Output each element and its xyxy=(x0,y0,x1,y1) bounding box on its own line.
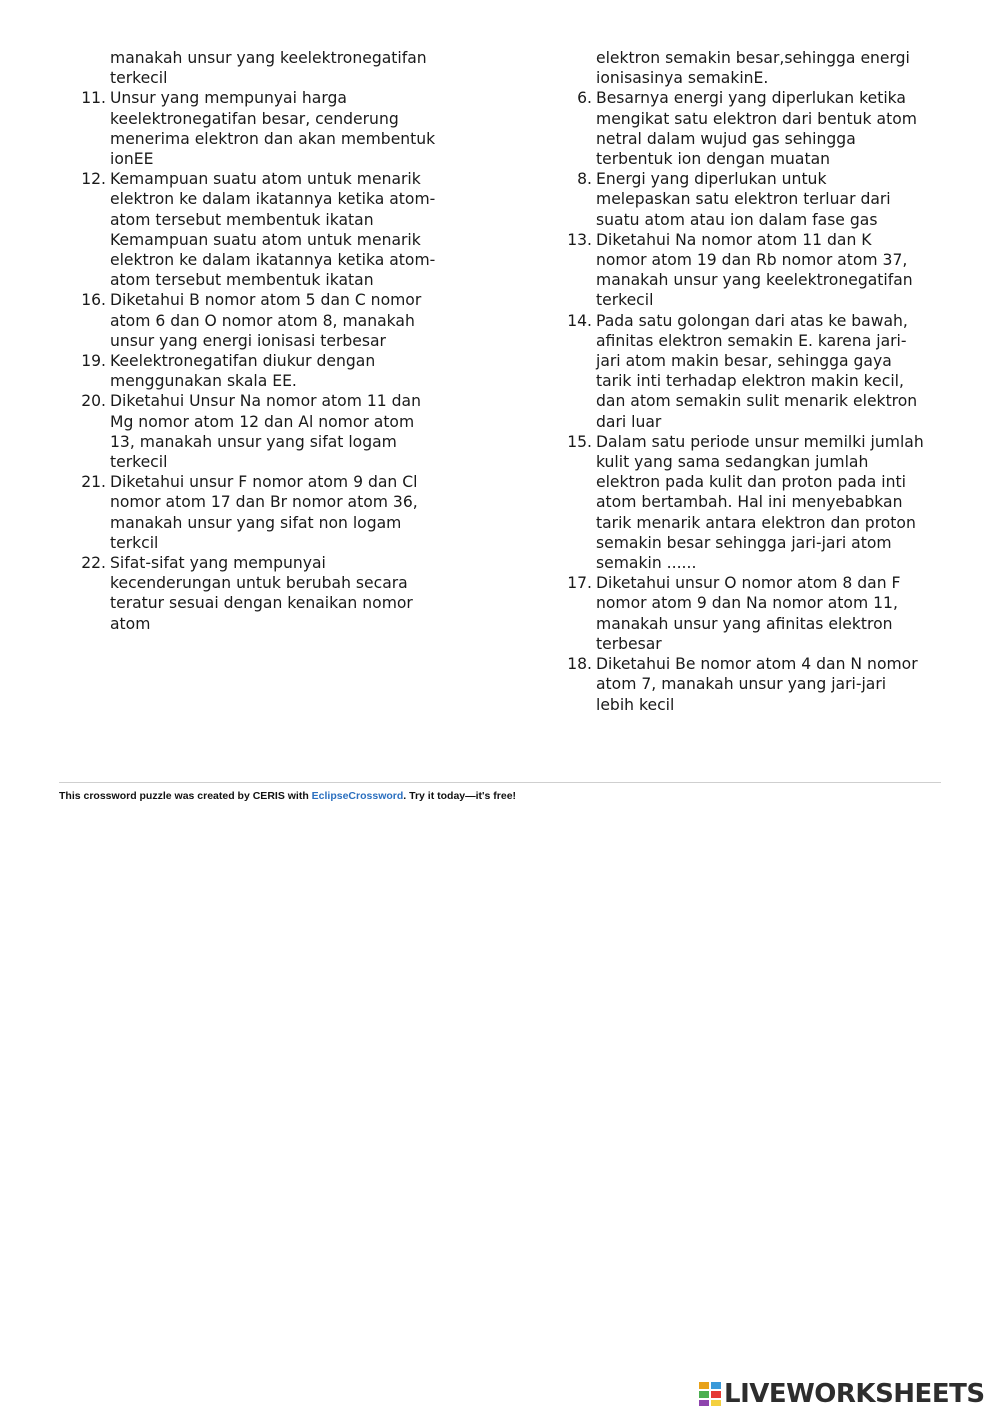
brand-name: LIVEWORKSHEETS xyxy=(724,1379,985,1409)
clue-number: 11. xyxy=(81,89,106,108)
clue-text: Sifat-sifat yang mempunyai kecenderungan untuk berubah secara teratur sesuai dengan kenaikan nomor atom xyxy=(110,554,413,633)
clue-number: 14. xyxy=(567,311,592,330)
clue-number xyxy=(60,48,110,88)
liveworksheets-logo-icon xyxy=(698,1381,722,1407)
clue-item xyxy=(60,290,480,351)
clue-text: Diketahui unsur O nomor atom 8 dan F nomor atom 9 dan Na nomor atom 11, manakah unsur yang afinitas elektron terbesar xyxy=(596,574,901,653)
clue-text: Energi yang diperlukan untuk melepaskan satu elektron terluar dari suatu atom atau ion dalam fase gas xyxy=(596,170,891,229)
clue-item xyxy=(546,311,966,432)
clue-number: 21. xyxy=(81,473,106,492)
clue-item xyxy=(60,169,480,290)
clue-text: Diketahui Unsur Na nomor atom 11 dan Mg nomor atom 12 dan Al nomor atom 13, manakah unsur yang sifat logam terkecil xyxy=(110,392,421,472)
crossword-credit xyxy=(59,790,516,802)
clue-item xyxy=(60,553,480,634)
credit-text: This crossword puzzle was created by CERIS with xyxy=(59,790,312,802)
clue-text: Diketahui unsur F nomor atom 9 dan Cl nomor atom 17 dan Br nomor atom 36, manakah unsur yang sifat non logam terkcil xyxy=(110,473,418,552)
clue-text: Pada satu golongan dari atas ke bawah, afinitas elektron semakin E. karena jari- jari atom makin besar, sehingga gaya tarik inti terhadap elektron makin kecil, dan atom semakin sulit menarik elektron dari luar xyxy=(596,311,918,431)
clue-number: 16. xyxy=(81,291,106,310)
clue-item xyxy=(546,88,966,169)
clue-item xyxy=(60,472,480,553)
clue-text: Kemampuan suatu atom untuk menarik elektron ke dalam ikatannya ketika atom- atom tersebut membentuk ikatan Kemampuan suatu atom untuk menarik elektron ke dalam ikatannya ketika atom- atom tersebut membentuk ikatan xyxy=(110,170,436,290)
clue-item xyxy=(60,48,480,88)
clue-item xyxy=(546,169,966,230)
liveworksheets-brand[interactable] xyxy=(698,1378,985,1410)
clue-number: 22. xyxy=(81,554,106,573)
clue-item xyxy=(546,48,966,88)
clue-text: Diketahui B nomor atom 5 dan C nomor atom 6 dan O nomor atom 8, manakah unsur yang energi ionisasi terbesar xyxy=(110,291,422,350)
clue-text: Dalam satu periode unsur memilki jumlah kulit yang sama sedangkan jumlah elektron pada kulit dan proton pada inti atom bertambah. Hal ini menyebabkan tarik menarik antara elektron dan proton semakin besar sehingga jari-jari atom semakin ...... xyxy=(596,432,924,573)
clue-text: Keelektronegatifan diukur dengan menggunakan skala EE. xyxy=(110,352,376,391)
clue-number: 19. xyxy=(81,352,106,371)
eclipsecrossword-link[interactable]: EclipseCrossword xyxy=(311,790,404,802)
clue-number: 20. xyxy=(81,392,106,411)
footer-divider xyxy=(59,782,941,783)
clues-left-column xyxy=(60,48,480,634)
clue-number: 17. xyxy=(567,574,592,593)
clue-item xyxy=(546,230,966,311)
clue-item xyxy=(546,573,966,654)
clue-item xyxy=(60,351,480,391)
credit-tail: . Try it today—it's free! xyxy=(403,790,517,802)
clue-number: 15. xyxy=(567,432,592,451)
clue-number: 18. xyxy=(567,655,592,674)
clue-item xyxy=(60,391,480,472)
clue-number xyxy=(546,48,596,88)
clue-text: Diketahui Na nomor atom 11 dan K nomor atom 19 dan Rb nomor atom 37, manakah unsur yang keelektronegatifan terkecil xyxy=(596,230,913,310)
clue-text: Besarnya energi yang diperlukan ketika mengikat satu elektron dari bentuk atom netral dalam wujud gas sehingga terbentuk ion dengan muatan xyxy=(596,89,917,169)
clue-number: 8. xyxy=(577,170,592,189)
clue-number: 12. xyxy=(81,170,106,189)
clue-item xyxy=(546,432,966,573)
clues-right-column xyxy=(546,48,966,715)
clue-number: 13. xyxy=(567,230,592,249)
clue-number: 6. xyxy=(577,89,592,108)
clue-text: elektron semakin besar,sehingga energi ionisasinya semakinE. xyxy=(596,49,910,88)
clue-text: Unsur yang mempunyai harga keelektronegatifan besar, cenderung menerima elektron dan akan membentuk ionEE xyxy=(110,89,436,169)
clue-text: manakah unsur yang keelektronegatifan terkecil xyxy=(110,49,427,88)
clue-item xyxy=(60,88,480,169)
clue-text: Diketahui Be nomor atom 4 dan N nomor atom 7, manakah unsur yang jari-jari lebih kecil xyxy=(596,655,918,714)
clue-item xyxy=(546,654,966,715)
